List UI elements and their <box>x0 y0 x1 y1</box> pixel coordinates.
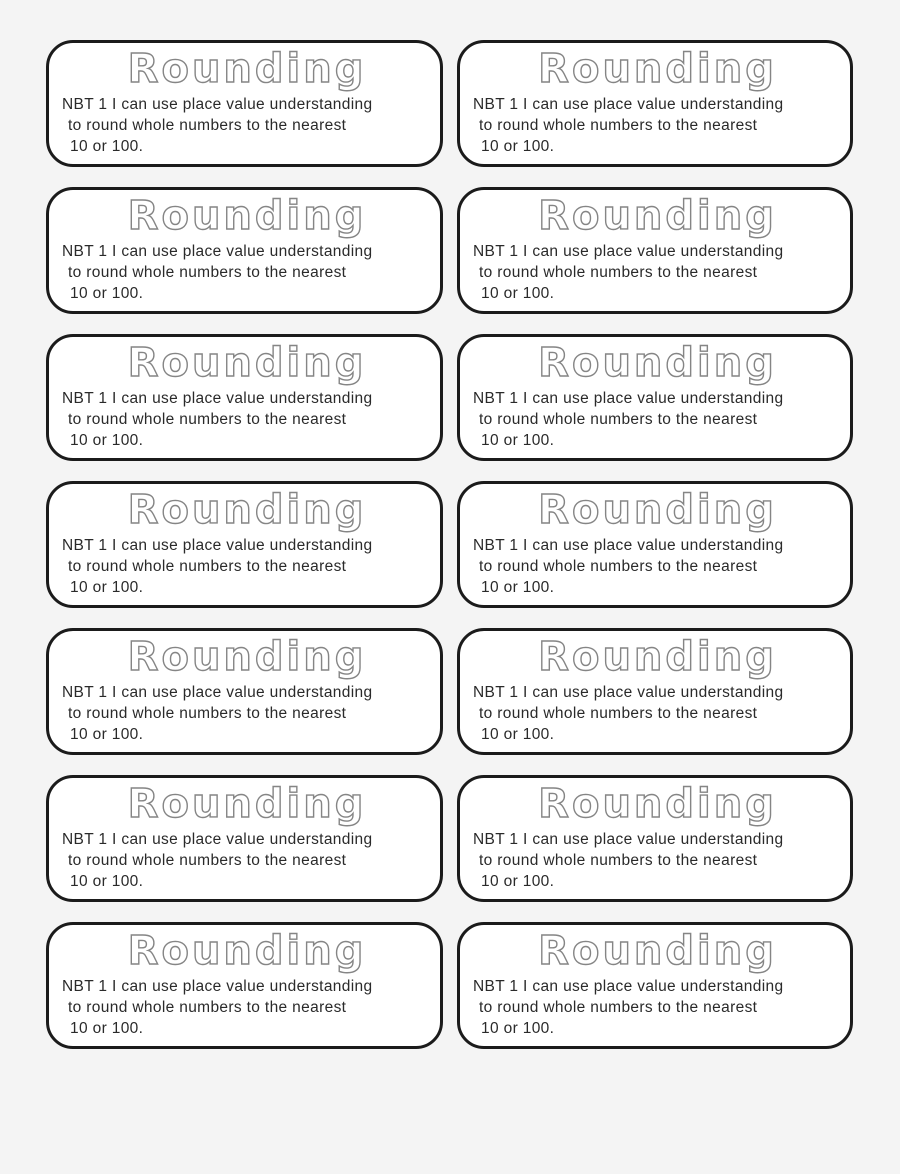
card-title: Rounding <box>127 928 367 974</box>
rounding-label-card <box>457 481 853 608</box>
card-text-line2: to round whole numbers to the nearest <box>479 999 758 1016</box>
rounding-label-card <box>457 775 853 902</box>
card-standard-text <box>62 976 432 1039</box>
card-standard-text <box>473 535 842 598</box>
card-text-line1: NBT 1 I can use place value understanding <box>62 537 373 554</box>
card-text-line2: to round whole numbers to the nearest <box>68 117 347 134</box>
rounding-label-card <box>457 628 853 755</box>
card-standard-text <box>473 682 842 745</box>
card-text-line2: to round whole numbers to the nearest <box>68 411 347 428</box>
card-standard-text <box>473 388 842 451</box>
card-standard-text <box>473 94 842 157</box>
card-standard-text <box>62 94 432 157</box>
card-text-line2: to round whole numbers to the nearest <box>68 852 347 869</box>
card-standard-text <box>62 241 432 304</box>
card-standard-text <box>62 682 432 745</box>
card-text-line3: 10 or 100. <box>481 432 555 449</box>
card-title: Rounding <box>538 928 777 974</box>
rounding-label-card <box>46 187 443 314</box>
card-title: Rounding <box>538 193 777 239</box>
card-text-line3: 10 or 100. <box>70 579 144 596</box>
card-text-line3: 10 or 100. <box>481 873 555 890</box>
card-title: Rounding <box>538 46 777 92</box>
card-standard-text <box>473 241 842 304</box>
card-text-line1: NBT 1 I can use place value understanding <box>62 831 373 848</box>
card-text-line1: NBT 1 I can use place value understanding <box>473 96 784 113</box>
rounding-label-card <box>457 40 853 167</box>
card-standard-text <box>473 976 842 1039</box>
rounding-label-card <box>46 922 443 1049</box>
card-text-line3: 10 or 100. <box>70 138 144 155</box>
card-text-line1: NBT 1 I can use place value understanding <box>473 537 784 554</box>
card-standard-text <box>473 829 842 892</box>
card-text-line1: NBT 1 I can use place value understanding <box>473 243 784 260</box>
card-title: Rounding <box>127 193 367 239</box>
rounding-label-card <box>46 40 443 167</box>
card-text-line3: 10 or 100. <box>70 1020 144 1037</box>
card-title: Rounding <box>127 340 367 386</box>
card-text-line1: NBT 1 I can use place value understanding <box>62 96 373 113</box>
rounding-label-card <box>457 187 853 314</box>
card-text-line3: 10 or 100. <box>70 285 144 302</box>
card-text-line3: 10 or 100. <box>70 726 144 743</box>
card-title: Rounding <box>538 487 777 533</box>
card-title: Rounding <box>127 634 367 680</box>
card-text-line3: 10 or 100. <box>481 579 555 596</box>
card-text-line2: to round whole numbers to the nearest <box>479 411 758 428</box>
rounding-label-card <box>46 481 443 608</box>
card-title: Rounding <box>127 781 367 827</box>
card-text-line1: NBT 1 I can use place value understanding <box>473 831 784 848</box>
card-standard-text <box>62 388 432 451</box>
card-text-line2: to round whole numbers to the nearest <box>68 558 347 575</box>
card-title: Rounding <box>127 46 367 92</box>
rounding-label-card <box>46 775 443 902</box>
card-title: Rounding <box>538 634 777 680</box>
rounding-label-card <box>457 334 853 461</box>
card-title: Rounding <box>127 487 367 533</box>
card-text-line2: to round whole numbers to the nearest <box>479 117 758 134</box>
rounding-label-card <box>457 922 853 1049</box>
card-text-line1: NBT 1 I can use place value understanding <box>62 243 373 260</box>
card-text-line3: 10 or 100. <box>481 1020 555 1037</box>
card-text-line3: 10 or 100. <box>70 432 144 449</box>
card-text-line2: to round whole numbers to the nearest <box>68 705 347 722</box>
card-standard-text <box>62 535 432 598</box>
card-text-line2: to round whole numbers to the nearest <box>479 705 758 722</box>
card-text-line1: NBT 1 I can use place value understanding <box>62 978 373 995</box>
card-text-line3: 10 or 100. <box>481 138 555 155</box>
card-text-line2: to round whole numbers to the nearest <box>68 264 347 281</box>
labels-grid <box>46 40 853 1049</box>
card-text-line2: to round whole numbers to the nearest <box>479 558 758 575</box>
card-text-line1: NBT 1 I can use place value understanding <box>62 684 373 701</box>
card-text-line3: 10 or 100. <box>481 285 555 302</box>
card-standard-text <box>62 829 432 892</box>
card-text-line2: to round whole numbers to the nearest <box>479 264 758 281</box>
card-text-line2: to round whole numbers to the nearest <box>68 999 347 1016</box>
card-text-line3: 10 or 100. <box>70 873 144 890</box>
card-text-line2: to round whole numbers to the nearest <box>479 852 758 869</box>
card-title: Rounding <box>538 340 777 386</box>
card-title: Rounding <box>538 781 777 827</box>
card-text-line1: NBT 1 I can use place value understanding <box>473 390 784 407</box>
card-text-line1: NBT 1 I can use place value understanding <box>62 390 373 407</box>
rounding-label-card <box>46 628 443 755</box>
card-text-line3: 10 or 100. <box>481 726 555 743</box>
card-text-line1: NBT 1 I can use place value understanding <box>473 684 784 701</box>
card-text-line1: NBT 1 I can use place value understanding <box>473 978 784 995</box>
rounding-label-card <box>46 334 443 461</box>
